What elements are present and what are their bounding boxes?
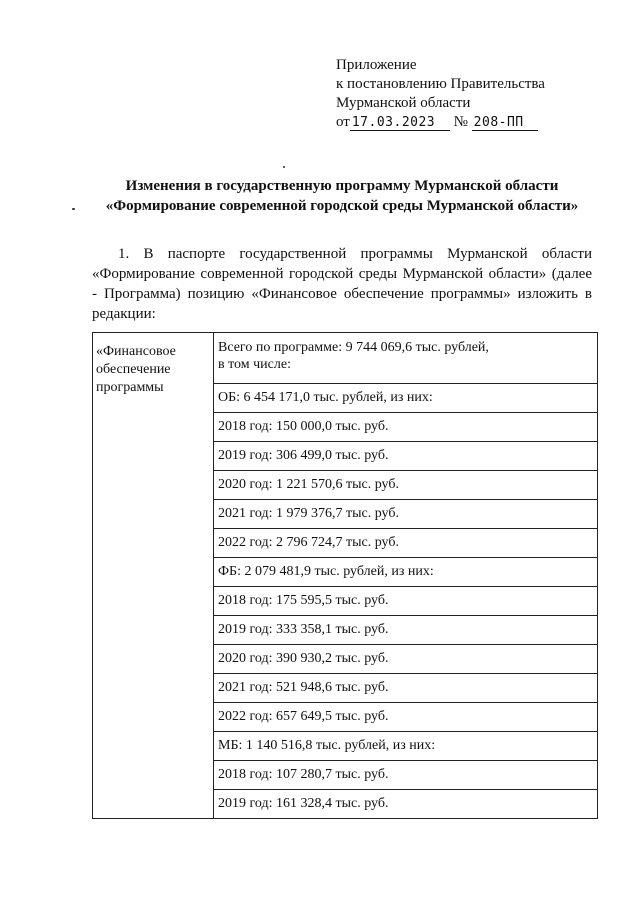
financing-row-cell: 2019 год: 161 328,4 тыс. руб. xyxy=(214,790,598,819)
financing-row-cell: ОБ: 6 454 171,0 тыс. рублей, из них: xyxy=(214,384,598,413)
appendix-title: Приложение xyxy=(336,57,417,73)
financing-row-cell: 2020 год: 390 930,2 тыс. руб. xyxy=(214,645,598,674)
document-heading xyxy=(60,176,624,216)
financing-row-cell: 2022 год: 657 649,5 тыс. руб. xyxy=(214,703,598,732)
total-cell xyxy=(214,333,598,384)
resolution-date: 17.03.2023 xyxy=(350,115,450,131)
financing-row-cell: 2020 год: 1 221 570,6 тыс. руб. xyxy=(214,471,598,500)
paragraph-line: редакции: xyxy=(92,306,156,322)
appendix-region: Мурманской области xyxy=(336,95,471,111)
scan-speck xyxy=(283,166,285,168)
financing-row-cell: 2018 год: 150 000,0 тыс. руб. xyxy=(214,413,598,442)
financing-row-cell: 2021 год: 1 979 376,7 тыс. руб. xyxy=(214,500,598,529)
financing-row-cell: 2019 год: 306 499,0 тыс. руб. xyxy=(214,442,598,471)
paragraph-line: - Программа) позицию «Финансовое обеспечение программы» изложить в xyxy=(92,286,592,302)
financing-label: «Финансовое обеспечение программы xyxy=(93,333,214,819)
financing-row-cell: 2018 год: 107 280,7 тыс. руб. xyxy=(214,761,598,790)
financing-row-cell: 2022 год: 2 796 724,7 тыс. руб. xyxy=(214,529,598,558)
appendix-block xyxy=(336,56,545,132)
financing-row-cell: ФБ: 2 079 481,9 тыс. рублей, из них: xyxy=(214,558,598,587)
table-row xyxy=(93,333,598,384)
financing-row-cell: МБ: 1 140 516,8 тыс. рублей, из них: xyxy=(214,732,598,761)
financing-row-cell: 2018 год: 175 595,5 тыс. руб. xyxy=(214,587,598,616)
resolution-number: 208-ПП xyxy=(472,115,538,131)
financing-table xyxy=(92,332,598,819)
total-line: Всего по программе: 9 744 069,6 тыс. рублей, xyxy=(218,340,489,355)
intro-paragraph xyxy=(92,244,592,324)
heading-line-2: «Формирование современной городской среды Мурманской области» xyxy=(105,198,579,214)
paragraph-line: 1. В паспорте государственной программы Мурманской области xyxy=(118,246,592,262)
financing-row-cell: 2021 год: 521 948,6 тыс. руб. xyxy=(214,674,598,703)
from-label: от xyxy=(336,114,350,130)
appendix-date-line xyxy=(336,113,545,132)
number-label: № xyxy=(453,114,468,130)
heading-line-1: Изменения в государственную программу Мурманской области xyxy=(125,178,559,194)
paragraph-line: «Формирование современной городской среды Мурманской области» (далее xyxy=(92,266,592,282)
financing-row-cell: 2019 год: 333 358,1 тыс. руб. xyxy=(214,616,598,645)
total-subline: в том числе: xyxy=(218,357,291,372)
appendix-resolution: к постановлению Правительства xyxy=(336,76,545,92)
